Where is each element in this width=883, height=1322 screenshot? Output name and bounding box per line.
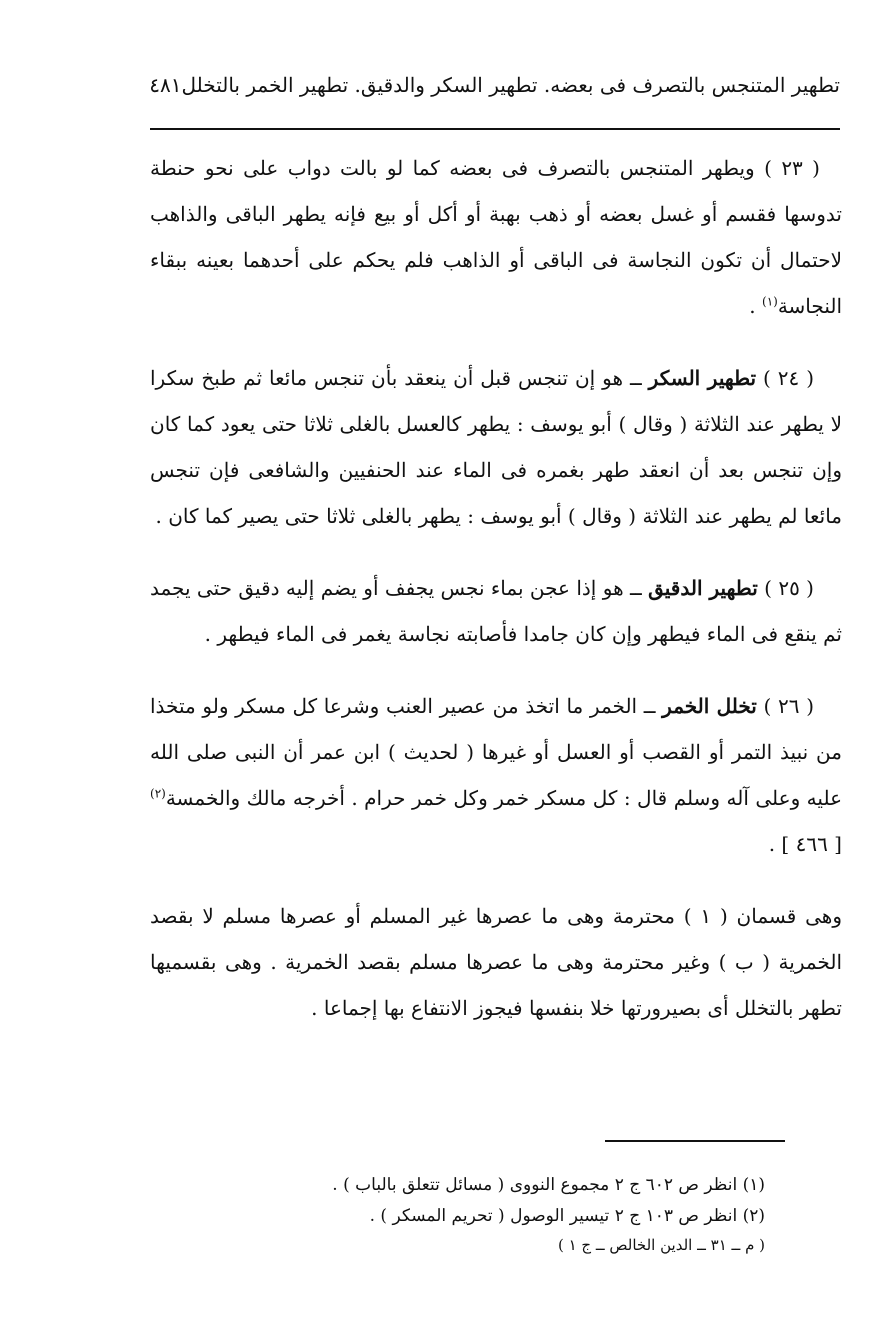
paragraph-text: هو إذا عجن بماء نجس يجفف أو يضم إليه دقيق حتى يجمد ثم ينقع فى الماء فيطهر وإن كان جامدا فأصابته نجاسة يغمر فى الماء فيطهر [150, 576, 842, 646]
section-term: تطهير الدقيق [648, 576, 758, 600]
paragraph-end: . [311, 996, 324, 1020]
paragraph-number: ( ٢٦ ) [763, 694, 814, 718]
footnote-ref: (٢) [150, 786, 166, 801]
term-dash: ــ [623, 366, 649, 390]
page-number: ٤٨١ [149, 73, 182, 97]
signature-line: ( م ــ ٣١ ــ الدين الخالص ــ ج ١ ) [557, 1236, 765, 1254]
paragraph-text: وهى قسمان ( ١ ) محترمة وهى ما عصرها غير المسلم أو عصرها مسلم لا بقصد الخمرية ( ب ) وغير محترمة وهى ما عصرها مسلم بقصد الخمرية . وهى بقسميها تطهر بالتخلل أى بصيرورتها خلا بنفسها فيجوز الانتفاع بها إجماعا [150, 904, 842, 1020]
paragraph-number: ( ٢٤ ) [763, 366, 815, 390]
paragraph-end: . [155, 504, 169, 528]
footnote-rule [605, 1140, 785, 1142]
term-dash: ــ [637, 694, 663, 718]
paragraph-end: . [749, 294, 762, 318]
footnotes [150, 1170, 765, 1256]
body-text [150, 145, 842, 1057]
paragraph-end: [ ٤٦٦ ] . [768, 832, 842, 856]
term-dash: ــ [623, 576, 649, 600]
paragraph-25 [150, 565, 842, 657]
paragraph-text: ويطهر المتنجس بالتصرف فى بعضه كما لو بالت دواب على نحو حنطة تدوسها فقسم أو غسل بعضه أو ذهب بهبة أو أكل أو بيع فإنه يطهر الباقى والذاهب لاحتمال أن تكون النجاسة فى الباقى أو الذاهب فلم يحكم على أحدهما بعينه ببقاء النجاسة [150, 156, 842, 318]
paragraph-number: ( ٢٣ ) [764, 156, 820, 180]
footnote-2: (٢) انظر ص ١٠٣ ج ٢ تيسير الوصول ( تحريم المسكر ) . [369, 1206, 765, 1226]
footnote-ref: (١) [762, 294, 778, 309]
footnote-1: (١) انظر ص ٦٠٢ ج ٢ مجموع النووى ( مسائل تتعلق بالباب ) . [332, 1175, 765, 1195]
paragraph-wine-types [150, 893, 842, 1031]
header-rule [150, 128, 840, 130]
paragraph-end: . [204, 622, 218, 646]
paragraph-text: هو إن تنجس قبل أن ينعقد بأن تنجس مائعا ثم طبخ سكرا لا يطهر عند الثلاثة ( وقال ) أبو يوسف : يطهر كالعسل بالغلى ثلاثا حتى يعود كما كان وإن تنجس بعد أن انعقد طهر بغمره فى الماء عند الحنفيين والشافعى فإن تنجس مائعا لم يطهر عند الثلاثة ( وقال ) أبو يوسف : يطهر بالغلى ثلاثا حتى يصير كما كان [150, 366, 842, 528]
paragraph-24 [150, 355, 842, 539]
section-term: تخلل الخمر [662, 694, 757, 718]
paragraph-number: ( ٢٥ ) [764, 576, 814, 600]
section-term: تطهير السكر [648, 366, 757, 390]
paragraph-text: الخمر ما اتخذ من عصير العنب وشرعا كل مسكر ولو متخذا من نبيذ التمر أو القصب أو العسل أو غيرها ( لحديث ) ابن عمر أن النبى صلى الله عليه وعلى آله وسلم قال : كل مسكر خمر وكل خمر حرام . أخرجه مالك والخمسة [150, 694, 842, 810]
paragraph-23 [150, 145, 842, 329]
header-title: تطهير المتنجس بالتصرف فى بعضه. تطهير السكر والدقيق. تطهير الخمر بالتخلل [181, 73, 840, 97]
running-header [150, 68, 840, 102]
paragraph-26 [150, 683, 842, 867]
